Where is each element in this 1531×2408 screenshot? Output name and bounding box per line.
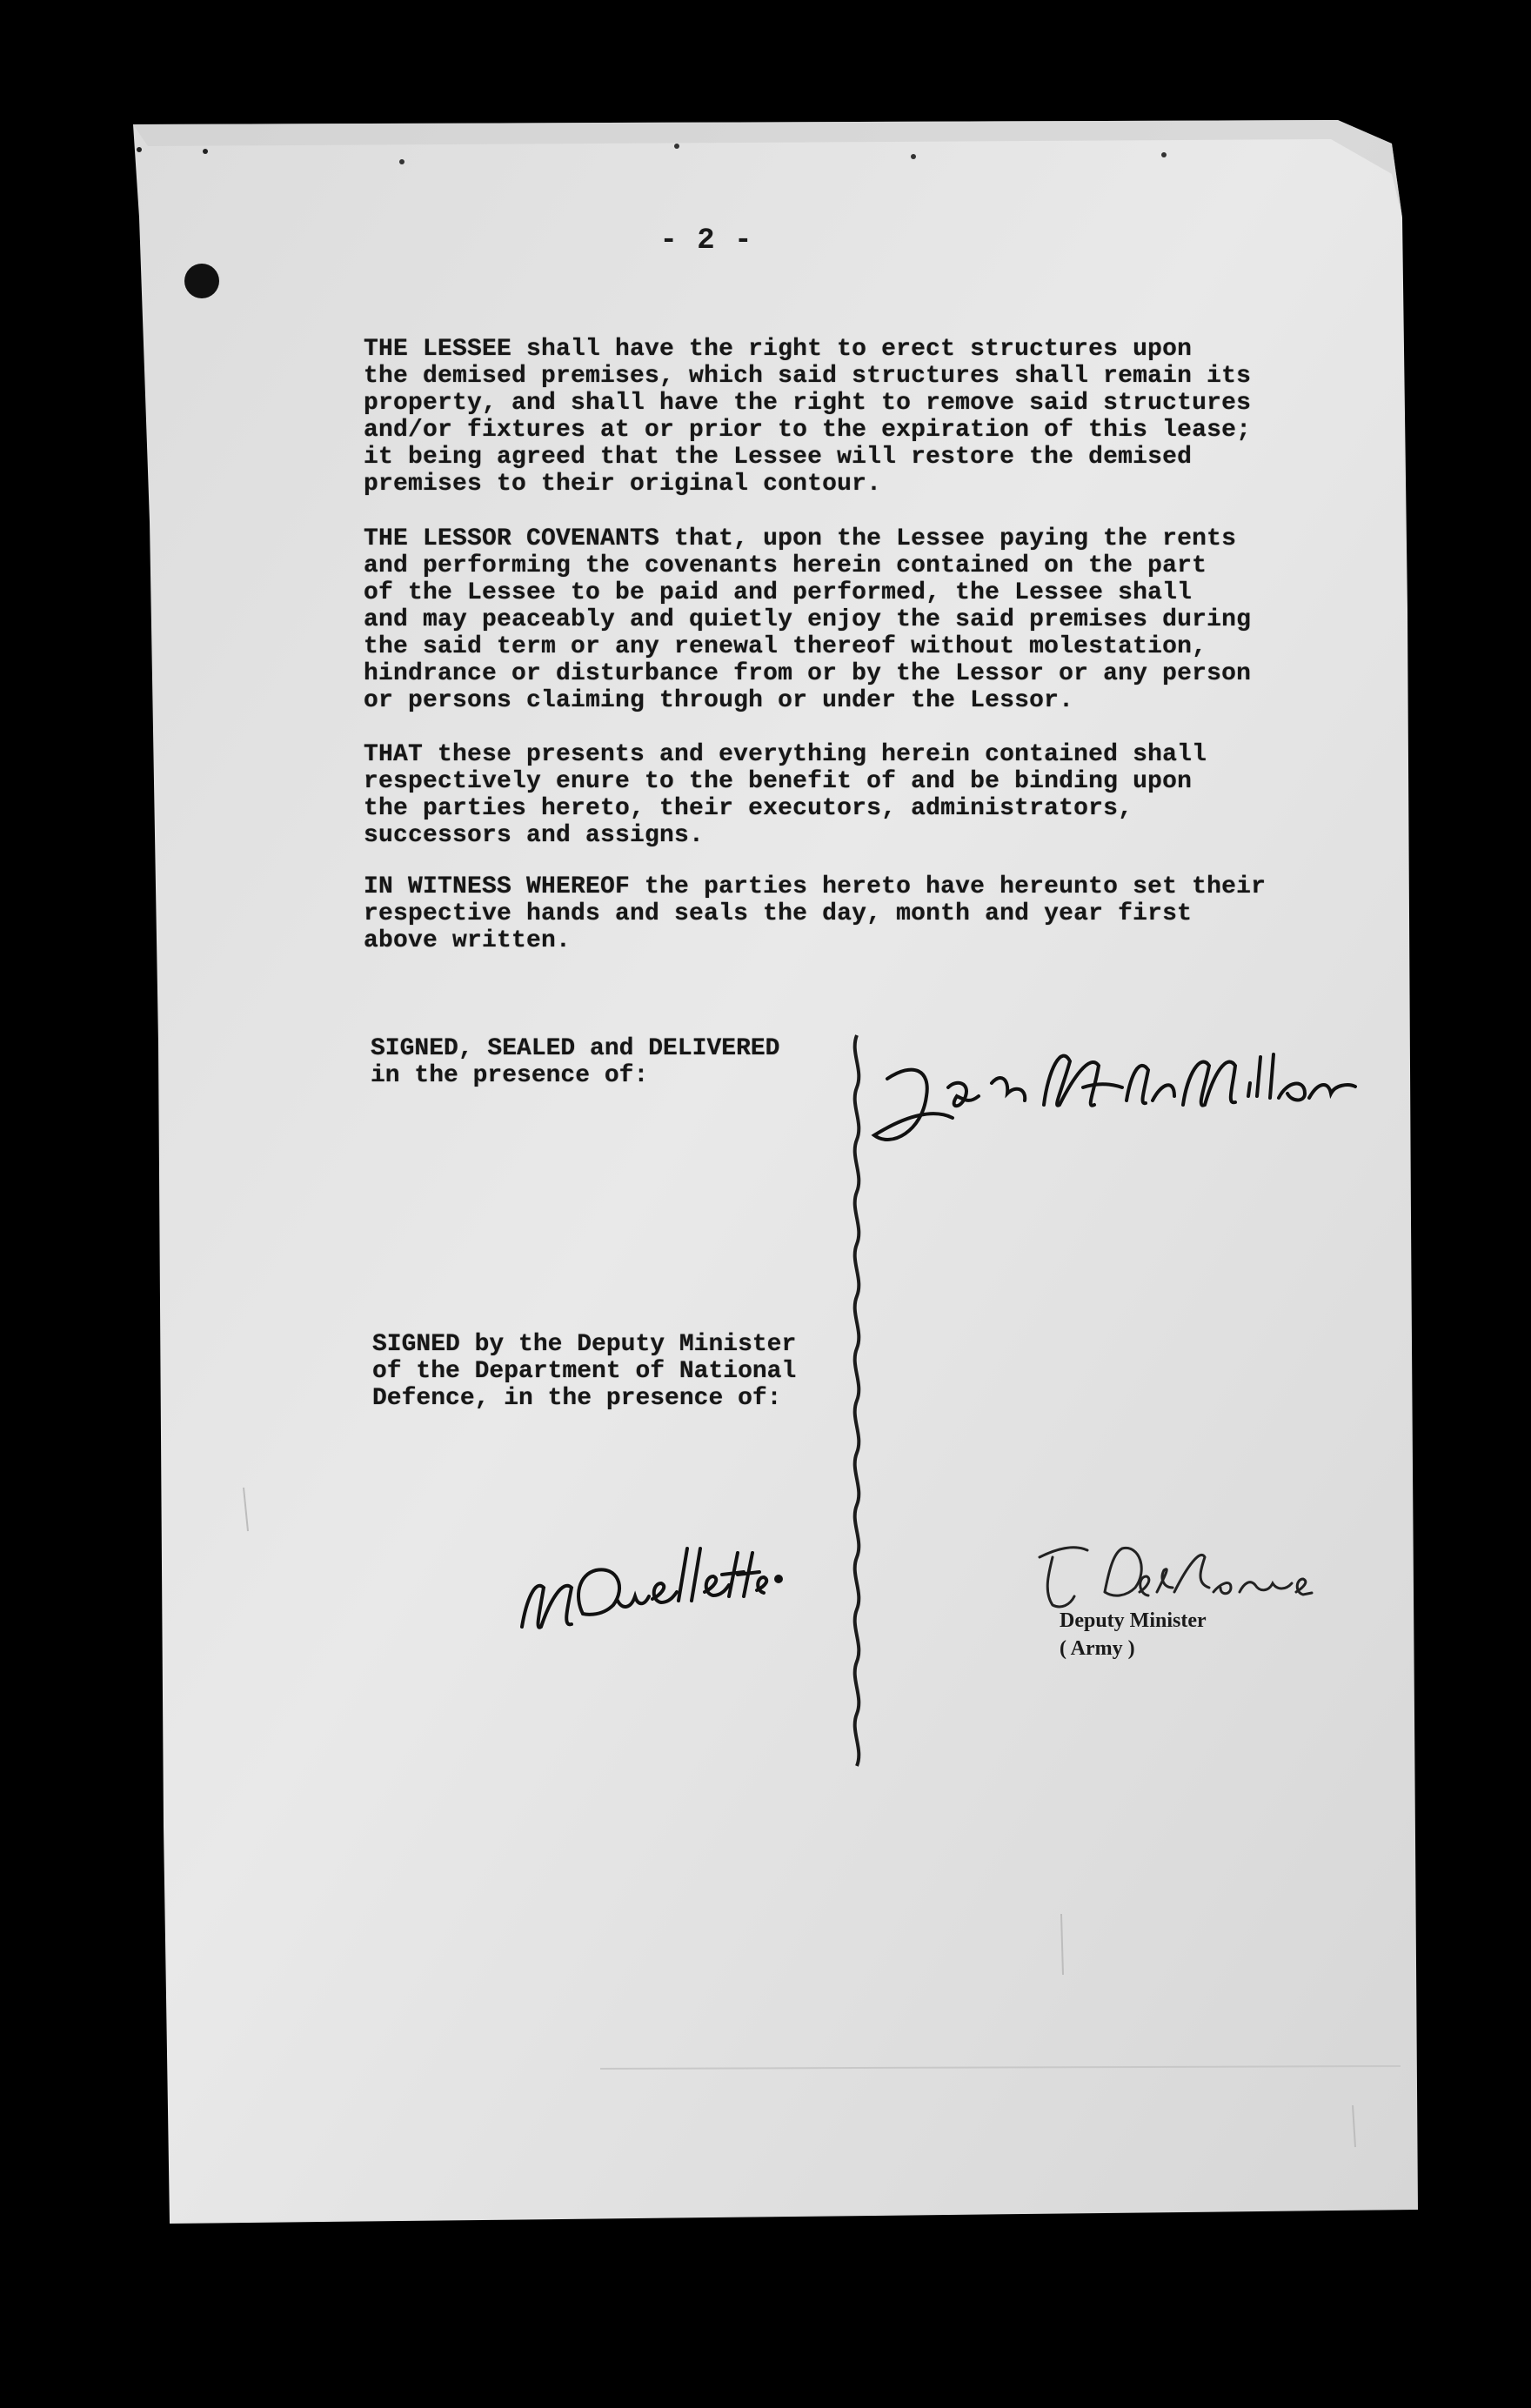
witness-block-deputy-minister: SIGNED by the Deputy Minister of the Department of National Defence, in the presence of:	[372, 1331, 797, 1412]
page-number: - 2 -	[659, 224, 753, 258]
witness-block-signed-sealed: SIGNED, SEALED and DELIVERED in the presence of:	[371, 1035, 780, 1089]
deputy-minister-title: Deputy Minister	[1060, 1609, 1207, 1632]
paragraph-lessor-covenants: THE LESSOR COVENANTS that, upon the Lessee paying the rents and performing the covenants herein contained on the part of the Lessee to be paid and performed, the Lessee shall and may peaceably and quietly enjoy the said premises during the said term or any renewal thereof without molestation, hindrance or disturbance from or by the Lessor or any person or persons claiming through or under the Lessor.	[364, 525, 1252, 714]
paragraph-binding-parties: THAT these presents and everything herein contained shall respectively enure to the benefit of and be binding upon the parties hereto, their executors, administrators, successors and assigns.	[364, 741, 1207, 849]
paragraph-in-witness: IN WITNESS WHEREOF the parties hereto have hereunto set their respective hands and seals the day, month and year first above written.	[364, 873, 1267, 954]
paragraph-lessee-structures: THE LESSEE shall have the right to erect structures upon the demised premises, which said structures shall remain its property, and shall have the right to remove said structures and/or fixtures at or prior to the expiration of this lease; it being agreed that the Lessee will restore the demised premises to their original contour.	[364, 336, 1252, 498]
deputy-minister-branch: ( Army )	[1060, 1637, 1135, 1660]
